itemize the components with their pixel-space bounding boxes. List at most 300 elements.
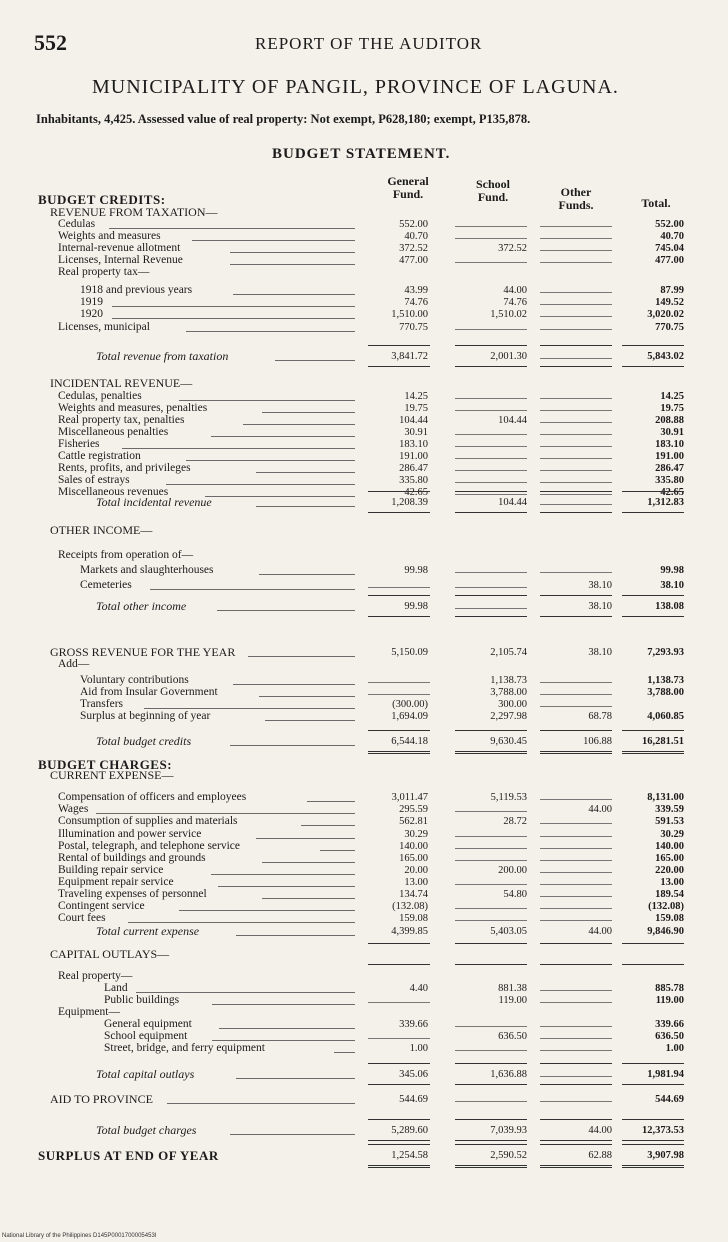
leader-line [334,1052,355,1053]
row-label: Street, bridge, and ferry equipment [104,1042,265,1054]
leader-line [186,331,355,332]
empty-cell-dash [455,848,527,849]
total-rule [622,1084,684,1085]
row-label: Court fees [58,912,106,924]
cell-tot: 138.08 [655,601,684,612]
cell-gen: 6,544.18 [391,736,428,747]
row-label: Cedulas [58,218,96,230]
cell-tot: 1,138.73 [647,675,684,686]
cell-tot: 7,293.93 [647,647,684,658]
empty-cell-dash [540,823,612,824]
cell-gen: 4,399.85 [391,926,428,937]
table-row [0,1092,728,1107]
row-label: Weights and measures [58,230,161,242]
empty-cell-dash [540,860,612,861]
total-rule [368,512,430,513]
total-rule [455,1144,527,1145]
empty-cell-dash [455,262,527,263]
table-row [0,657,728,672]
total-rule [540,1084,612,1085]
cell-tot: 42.65 [660,487,684,498]
table-row [0,1148,728,1163]
cell-gen: 286.47 [399,463,428,474]
empty-cell-dash [540,848,612,849]
cell-tot: 40.70 [660,231,684,242]
total-rule [368,964,430,965]
empty-cell-dash [540,358,612,359]
col-header-other: Other Funds. [558,185,594,212]
empty-cell-dash [455,572,527,573]
cell-sch: 2,590.52 [490,1150,527,1161]
row-label: Real property tax, penalties [58,414,185,426]
empty-cell-dash [455,587,527,588]
cell-tot: 30.91 [660,427,684,438]
empty-cell-dash [540,682,612,683]
row-label: Total revenue from taxation [96,349,229,363]
municipality-title: MUNICIPALITY OF PANGIL, PROVINCE OF LAGUNA. [92,76,619,98]
row-label: Wages [58,803,89,815]
empty-cell-dash [455,329,527,330]
empty-cell-dash [540,422,612,423]
col-header-total: Total. [641,196,671,210]
cell-sch: 636.50 [498,1031,527,1042]
row-label: Contingent service [58,900,145,912]
leader-line [256,506,355,507]
total-rule [455,595,527,596]
row-label: Land [104,982,128,994]
cell-sch: 54.80 [503,889,527,900]
cell-tot: 477.00 [655,255,684,266]
cell-gen: 99.98 [404,565,428,576]
total-rule [455,964,527,965]
table-row [0,320,728,335]
total-rule [622,730,684,731]
cell-gen: 1,254.58 [391,1150,428,1161]
row-label: Licenses, municipal [58,321,150,333]
cell-tot: 3,907.98 [647,1150,684,1161]
cell-tot: 544.69 [655,1094,684,1105]
table-row [0,563,728,578]
row-label: Surplus at beginning of year [80,710,211,722]
empty-cell-dash [540,226,612,227]
cell-oth: 68.78 [588,711,612,722]
leader-line [301,825,355,826]
total-rule [540,964,612,965]
cell-gen: 339.66 [399,1019,428,1030]
row-label: Total budget charges [96,1123,197,1137]
empty-cell-dash [455,884,527,885]
row-label: AID TO PROVINCE [50,1092,153,1106]
empty-cell-dash [368,1002,430,1003]
row-label: OTHER INCOME— [50,523,153,537]
empty-cell-dash [540,1026,612,1027]
cell-sch: 5,119.53 [490,792,527,803]
table-row [0,734,728,749]
cell-tot: 159.08 [655,913,684,924]
total-rule [455,730,527,731]
empty-cell-dash [455,410,527,411]
col-header-school: School Fund. [475,177,510,204]
empty-cell-dash [455,398,527,399]
total-rule [455,345,527,346]
row-label: Illumination and power service [58,828,202,840]
cell-gen: 770.75 [399,322,428,333]
cell-gen: 20.00 [404,865,428,876]
cell-gen: 14.25 [404,391,428,402]
empty-cell-dash [540,908,612,909]
total-rule [368,943,430,944]
cell-tot: 1,312.83 [647,497,684,508]
row-label: 1919 [80,296,103,308]
row-label: Real property tax— [58,266,150,278]
leader-line [259,574,355,575]
empty-cell-dash [368,682,430,683]
cell-sch: 200.00 [498,865,527,876]
cell-sch: 74.76 [503,297,527,308]
statement-title: BUDGET STATEMENT. [272,146,451,162]
total-rule [455,512,527,513]
empty-cell-dash [540,706,612,707]
cell-gen: 19.75 [404,403,428,414]
empty-cell-dash [540,920,612,921]
empty-cell-dash [540,329,612,330]
cell-gen: (132.08) [392,901,428,912]
cell-oth: 38.10 [588,647,612,658]
leader-line [128,922,355,923]
empty-cell-dash [455,238,527,239]
cell-sch: 7,039.93 [490,1125,527,1136]
empty-cell-dash [540,872,612,873]
total-rule [455,943,527,944]
cell-gen: 1.00 [409,1043,428,1054]
cell-tot: 189.54 [655,889,684,900]
table-row [0,709,728,724]
total-rule [540,730,612,731]
cell-tot: 1.00 [665,1043,684,1054]
table-row [0,548,728,563]
empty-cell-dash [455,470,527,471]
leader-line [217,610,355,611]
table-row [0,578,728,593]
cell-tot: 552.00 [655,219,684,230]
row-label: CURRENT EXPENSE— [50,768,174,782]
leader-line [112,318,355,319]
total-rule [622,1140,684,1141]
row-label: Markets and slaughterhouses [80,564,214,576]
total-rule [540,1140,612,1141]
cell-gen: 104.44 [399,415,428,426]
empty-cell-dash [455,1050,527,1051]
empty-cell-dash [540,504,612,505]
row-label: School equipment [104,1030,188,1042]
empty-cell-dash [540,238,612,239]
cell-gen: 5,150.09 [391,647,428,658]
total-rule [540,1144,612,1145]
row-label: Public buildings [104,994,180,1006]
empty-cell-dash [540,1050,612,1051]
total-rule [368,730,430,731]
row-label: Total incidental revenue [96,495,212,509]
row-label: Total capital outlays [96,1067,195,1081]
running-head: REPORT OF THE AUDITOR [255,34,483,53]
row-label: Cedulas, penalties [58,390,142,402]
cell-gen: 544.69 [399,1094,428,1105]
row-label: Traveling expenses of personnel [58,888,207,900]
empty-cell-dash [540,446,612,447]
row-label: Total budget credits [96,734,192,748]
total-rule [540,1063,612,1064]
cell-tot: 99.98 [660,565,684,576]
empty-cell-dash [368,587,430,588]
cell-tot: 30.29 [660,829,684,840]
total-rule [455,1084,527,1085]
cell-gen: 13.00 [404,877,428,888]
cell-sch: 2,297.98 [490,711,527,722]
empty-cell-dash [368,694,430,695]
cell-gen: 552.00 [399,219,428,230]
empty-cell-dash [540,316,612,317]
cell-sch: 119.00 [498,995,527,1006]
table-row [0,349,728,364]
cell-tot: 165.00 [655,853,684,864]
cell-gen: 30.29 [404,829,428,840]
empty-cell-dash [540,250,612,251]
cell-sch: 104.44 [498,497,527,508]
cell-gen: 345.06 [399,1069,428,1080]
row-label: Equipment— [58,1006,120,1018]
row-label: Transfers [80,698,124,710]
cell-tot: 339.59 [655,804,684,815]
total-rule [540,366,612,367]
cell-gen: 3,841.72 [391,351,428,362]
page-number: 552 [34,30,67,55]
row-label: Cemeteries [80,579,132,591]
inhabitants-line: Inhabitants, 4,425. Assessed value of real property: Not exempt, P628,180; exempt, P135,878. [36,112,531,126]
empty-cell-dash [455,434,527,435]
cell-tot: 4,060.85 [647,711,684,722]
leader-line [230,745,355,746]
row-label: Real property— [58,970,133,982]
table-row [0,265,728,280]
table-row [0,1067,728,1082]
cell-gen: 1,510.00 [391,309,428,320]
col-header-general: General Fund. [387,174,429,201]
leader-line [230,1134,355,1135]
cell-gen: 1,694.09 [391,711,428,722]
row-label: Rental of buildings and grounds [58,852,206,864]
cell-tot: 8,131.00 [647,792,684,803]
total-rule [622,366,684,367]
empty-cell-dash [540,1076,612,1077]
empty-cell-dash [540,292,612,293]
total-rule [368,366,430,367]
row-label: BUDGET CHARGES: [38,757,173,772]
table-row [0,947,728,962]
total-rule [455,1063,527,1064]
leader-line [167,1103,355,1104]
empty-cell-dash [540,1101,612,1102]
row-label: Licenses, Internal Revenue [58,254,183,266]
cell-gen: 40.70 [404,231,428,242]
cell-tot: 191.00 [655,451,684,462]
total-rule [540,512,612,513]
cell-gen: 191.00 [399,451,428,462]
total-rule [622,1144,684,1145]
empty-cell-dash [455,920,527,921]
empty-cell-dash [540,896,612,897]
empty-cell-dash [540,410,612,411]
cell-tot: 149.52 [655,297,684,308]
row-label: Building repair service [58,864,164,876]
cell-tot: 14.25 [660,391,684,402]
total-rule [368,751,430,754]
row-label: Miscellaneous penalties [58,426,169,438]
row-label: Cattle registration [58,450,141,462]
empty-cell-dash [540,884,612,885]
cell-tot: 38.10 [660,580,684,591]
empty-cell-dash [540,304,612,305]
cell-gen: 134.74 [399,889,428,900]
empty-cell-dash [455,1101,527,1102]
cell-sch: 44.00 [503,285,527,296]
row-label: SURPLUS AT END OF YEAR [38,1148,219,1163]
row-label: CAPITAL OUTLAYS— [50,947,170,961]
cell-tot: 140.00 [655,841,684,852]
total-rule [540,1165,612,1168]
total-rule [368,345,430,346]
empty-cell-dash [540,482,612,483]
cell-gen: 183.10 [399,439,428,450]
cell-gen: 74.76 [404,297,428,308]
cell-gen: 42.65 [404,487,428,498]
cell-tot: 770.75 [655,322,684,333]
total-rule [368,1063,430,1064]
row-label: INCIDENTAL REVENUE— [50,376,193,390]
empty-cell-dash [540,470,612,471]
total-rule [622,1119,684,1120]
empty-cell-dash [540,434,612,435]
cell-gen: 159.08 [399,913,428,924]
total-rule [540,491,612,492]
row-label: Voluntary contributions [80,674,189,686]
cell-tot: 636.50 [655,1031,684,1042]
cell-gen: 335.80 [399,475,428,486]
total-rule [368,491,430,492]
cell-oth: 106.88 [583,736,612,747]
total-rule [368,1084,430,1085]
row-label: BUDGET CREDITS: [38,192,166,207]
cell-tot: 5,843.02 [647,351,684,362]
empty-cell-dash [455,908,527,909]
total-rule [622,1063,684,1064]
row-label: REVENUE FROM TAXATION— [50,205,218,219]
total-rule [622,616,684,617]
total-rule [455,1140,527,1141]
row-label: 1920 [80,308,103,320]
cell-gen: 477.00 [399,255,428,266]
empty-cell-dash [540,836,612,837]
cell-gen: 295.59 [399,804,428,815]
cell-tot: 1,981.94 [647,1069,684,1080]
table-row [0,1041,728,1056]
cell-sch: 104.44 [498,415,527,426]
row-label: Add— [58,658,90,670]
total-rule [540,616,612,617]
empty-cell-dash [455,608,527,609]
total-rule [540,595,612,596]
empty-cell-dash [540,262,612,263]
total-rule [455,1165,527,1168]
row-label: 1918 and previous years [80,284,193,296]
total-rule [622,491,684,492]
table-row [0,768,728,783]
row-label: Receipts from operation of— [58,549,194,561]
total-rule [622,512,684,513]
cell-tot: 12,373.53 [642,1125,684,1136]
cell-sch: 28.72 [503,816,527,827]
total-rule [622,595,684,596]
cell-tot: 13.00 [660,877,684,888]
cell-tot: 208.88 [655,415,684,426]
cell-sch: 5,403.05 [490,926,527,937]
total-rule [368,1140,430,1141]
cell-tot: (132.08) [648,901,684,912]
cell-sch: 1,138.73 [490,675,527,686]
cell-sch: 9,630.45 [490,736,527,747]
empty-cell-dash [455,836,527,837]
row-label: Fisheries [58,438,100,450]
leader-line [236,935,355,936]
cell-tot: 183.10 [655,439,684,450]
total-rule [540,1119,612,1120]
table-row [0,1123,728,1138]
table-row [0,523,728,538]
cell-gen: 165.00 [399,853,428,864]
total-rule [622,964,684,965]
empty-cell-dash [455,1026,527,1027]
cell-tot: 885.78 [655,983,684,994]
cell-tot: 19.75 [660,403,684,414]
row-label: Internal-revenue allotment [58,242,181,254]
total-rule [540,345,612,346]
empty-cell-dash [540,398,612,399]
cell-tot: 339.66 [655,1019,684,1030]
total-rule [455,366,527,367]
cell-sch: 300.00 [498,699,527,710]
empty-cell-dash [455,446,527,447]
total-rule [455,1119,527,1120]
cell-sch: 2,105.74 [490,647,527,658]
empty-cell-dash [540,572,612,573]
empty-cell-dash [455,811,527,812]
cell-sch: 881.38 [498,983,527,994]
total-rule [622,943,684,944]
cell-gen: 3,011.47 [391,792,428,803]
cell-oth: 38.10 [588,580,612,591]
cell-oth: 38.10 [588,601,612,612]
row-label: Aid from Insular Government [80,686,218,698]
total-rule [622,751,684,754]
cell-gen: 562.81 [399,816,428,827]
cell-gen: 372.52 [399,243,428,254]
cell-tot: 335.80 [655,475,684,486]
cell-sch: 3,788.00 [490,687,527,698]
total-rule [455,491,527,492]
table-row [0,495,728,510]
total-rule [622,1165,684,1168]
cell-tot: 9,846.90 [647,926,684,937]
row-label: Rents, profits, and privileges [58,462,191,474]
